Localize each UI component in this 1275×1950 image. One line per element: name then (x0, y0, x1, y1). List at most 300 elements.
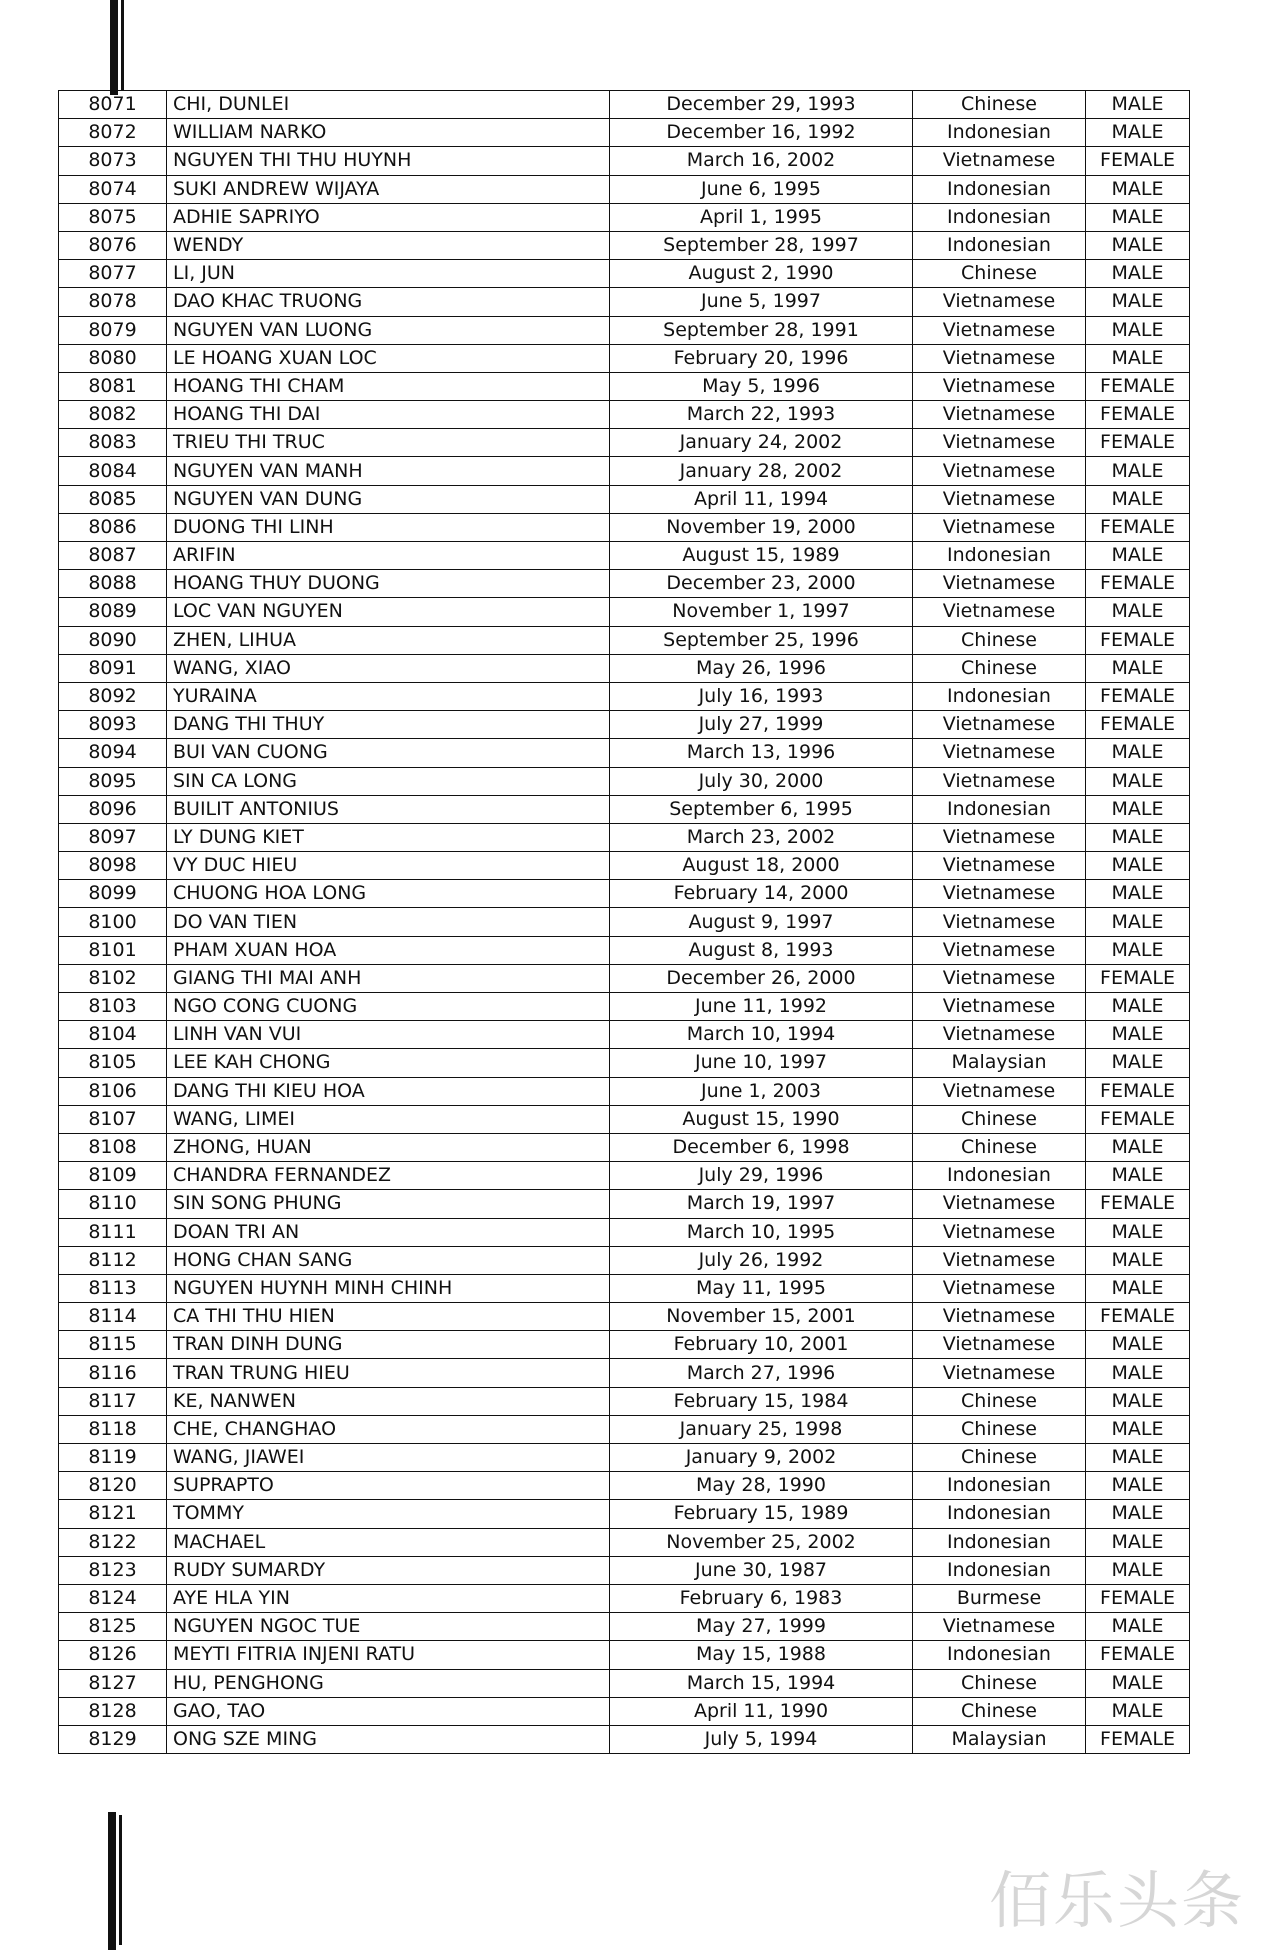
sex-cell: MALE (1086, 203, 1190, 231)
sex-cell: MALE (1086, 288, 1190, 316)
name-cell: DANG THI KIEU HOA (167, 1077, 610, 1105)
birth-date-cell: March 16, 2002 (610, 147, 913, 175)
nationality-cell: Vietnamese (913, 767, 1086, 795)
id-cell: 8098 (59, 852, 167, 880)
nationality-cell: Vietnamese (913, 401, 1086, 429)
nationality-cell: Chinese (913, 626, 1086, 654)
name-cell: DANG THI THUY (167, 711, 610, 739)
sex-cell: MALE (1086, 1415, 1190, 1443)
birth-date-cell: September 28, 1997 (610, 231, 913, 259)
table-row (59, 1077, 1190, 1105)
name-cell: CHUONG HOA LONG (167, 880, 610, 908)
sex-cell: MALE (1086, 1528, 1190, 1556)
table-row (59, 626, 1190, 654)
nationality-cell: Chinese (913, 1105, 1086, 1133)
nationality-cell: Indonesian (913, 119, 1086, 147)
binder-mark-bottom (108, 1812, 116, 1950)
sex-cell: FEMALE (1086, 626, 1190, 654)
table-row (59, 1246, 1190, 1274)
sex-cell: FEMALE (1086, 1105, 1190, 1133)
birth-date-cell: December 26, 2000 (610, 964, 913, 992)
nationality-cell: Indonesian (913, 682, 1086, 710)
sex-cell: FEMALE (1086, 1077, 1190, 1105)
nationality-cell: Vietnamese (913, 147, 1086, 175)
id-cell: 8102 (59, 964, 167, 992)
birth-date-cell: July 26, 1992 (610, 1246, 913, 1274)
birth-date-cell: July 5, 1994 (610, 1725, 913, 1753)
sex-cell: FEMALE (1086, 147, 1190, 175)
table-row (59, 1021, 1190, 1049)
id-cell: 8084 (59, 457, 167, 485)
birth-date-cell: May 11, 1995 (610, 1274, 913, 1302)
binder-mark-bottom-thin (119, 1815, 122, 1945)
name-cell: LI, JUN (167, 260, 610, 288)
birth-date-cell: August 2, 1990 (610, 260, 913, 288)
sex-cell: FEMALE (1086, 711, 1190, 739)
table-row (59, 1387, 1190, 1415)
birth-date-cell: June 11, 1992 (610, 993, 913, 1021)
table-row (59, 1556, 1190, 1584)
nationality-cell: Indonesian (913, 175, 1086, 203)
birth-date-cell: June 1, 2003 (610, 1077, 913, 1105)
name-cell: TRIEU THI TRUC (167, 429, 610, 457)
sex-cell: MALE (1086, 936, 1190, 964)
table-row (59, 795, 1190, 823)
birth-date-cell: September 28, 1991 (610, 316, 913, 344)
nationality-cell: Vietnamese (913, 993, 1086, 1021)
birth-date-cell: April 11, 1990 (610, 1697, 913, 1725)
id-cell: 8096 (59, 795, 167, 823)
table-row (59, 1641, 1190, 1669)
birth-date-cell: June 5, 1997 (610, 288, 913, 316)
sex-cell: MALE (1086, 1049, 1190, 1077)
table-row (59, 1133, 1190, 1161)
table-row (59, 654, 1190, 682)
table-row (59, 711, 1190, 739)
sex-cell: FEMALE (1086, 682, 1190, 710)
sex-cell: FEMALE (1086, 429, 1190, 457)
nationality-cell: Vietnamese (913, 344, 1086, 372)
id-cell: 8118 (59, 1415, 167, 1443)
id-cell: 8073 (59, 147, 167, 175)
sex-cell: FEMALE (1086, 401, 1190, 429)
id-cell: 8097 (59, 823, 167, 851)
birth-date-cell: May 28, 1990 (610, 1472, 913, 1500)
name-cell: LINH VAN VUI (167, 1021, 610, 1049)
sex-cell: MALE (1086, 457, 1190, 485)
name-cell: ZHONG, HUAN (167, 1133, 610, 1161)
name-cell: LOC VAN NGUYEN (167, 598, 610, 626)
id-cell: 8104 (59, 1021, 167, 1049)
name-cell: WANG, LIMEI (167, 1105, 610, 1133)
name-cell: TRAN TRUNG HIEU (167, 1359, 610, 1387)
nationality-cell: Vietnamese (913, 1218, 1086, 1246)
binder-mark-top (110, 0, 118, 95)
sex-cell: MALE (1086, 1021, 1190, 1049)
table-row (59, 993, 1190, 1021)
name-cell: HOANG THUY DUONG (167, 570, 610, 598)
id-cell: 8088 (59, 570, 167, 598)
sex-cell: MALE (1086, 1246, 1190, 1274)
table-row (59, 936, 1190, 964)
nationality-cell: Chinese (913, 1415, 1086, 1443)
id-cell: 8078 (59, 288, 167, 316)
sex-cell: MALE (1086, 344, 1190, 372)
table-row (59, 1613, 1190, 1641)
sex-cell: MALE (1086, 1613, 1190, 1641)
id-cell: 8105 (59, 1049, 167, 1077)
sex-cell: MALE (1086, 993, 1190, 1021)
sex-cell: MALE (1086, 542, 1190, 570)
birth-date-cell: February 20, 1996 (610, 344, 913, 372)
name-cell: SUPRAPTO (167, 1472, 610, 1500)
birth-date-cell: January 25, 1998 (610, 1415, 913, 1443)
table-row (59, 260, 1190, 288)
name-cell: YURAINA (167, 682, 610, 710)
nationality-cell: Chinese (913, 654, 1086, 682)
name-cell: HONG CHAN SANG (167, 1246, 610, 1274)
table-row (59, 1274, 1190, 1302)
name-cell: BUILIT ANTONIUS (167, 795, 610, 823)
table-row (59, 1584, 1190, 1612)
table-row (59, 1669, 1190, 1697)
name-cell: NGUYEN HUYNH MINH CHINH (167, 1274, 610, 1302)
nationality-cell: Vietnamese (913, 1359, 1086, 1387)
nationality-cell: Vietnamese (913, 1274, 1086, 1302)
birth-date-cell: November 19, 2000 (610, 513, 913, 541)
table-row (59, 1697, 1190, 1725)
nationality-cell: Vietnamese (913, 1613, 1086, 1641)
birth-date-cell: March 15, 1994 (610, 1669, 913, 1697)
name-cell: DO VAN TIEN (167, 908, 610, 936)
nationality-cell: Indonesian (913, 1500, 1086, 1528)
name-cell: TRAN DINH DUNG (167, 1331, 610, 1359)
birth-date-cell: February 15, 1984 (610, 1387, 913, 1415)
table-row (59, 1444, 1190, 1472)
id-cell: 8093 (59, 711, 167, 739)
id-cell: 8106 (59, 1077, 167, 1105)
id-cell: 8085 (59, 485, 167, 513)
name-cell: DOAN TRI AN (167, 1218, 610, 1246)
nationality-cell: Indonesian (913, 1556, 1086, 1584)
birth-date-cell: August 15, 1990 (610, 1105, 913, 1133)
id-cell: 8095 (59, 767, 167, 795)
birth-date-cell: March 10, 1995 (610, 1218, 913, 1246)
binder-mark-top-thin (121, 0, 124, 90)
name-cell: SIN SONG PHUNG (167, 1190, 610, 1218)
table-row (59, 175, 1190, 203)
sex-cell: MALE (1086, 880, 1190, 908)
nationality-cell: Malaysian (913, 1049, 1086, 1077)
nationality-cell: Chinese (913, 1387, 1086, 1415)
id-cell: 8109 (59, 1162, 167, 1190)
sex-cell: FEMALE (1086, 1725, 1190, 1753)
nationality-cell: Vietnamese (913, 908, 1086, 936)
id-cell: 8083 (59, 429, 167, 457)
nationality-cell: Vietnamese (913, 598, 1086, 626)
birth-date-cell: December 29, 1993 (610, 91, 913, 119)
student-roster-table (58, 90, 1190, 1754)
table-row (59, 570, 1190, 598)
name-cell: NGUYEN VAN LUONG (167, 316, 610, 344)
nationality-cell: Vietnamese (913, 485, 1086, 513)
name-cell: ZHEN, LIHUA (167, 626, 610, 654)
name-cell: LE HOANG XUAN LOC (167, 344, 610, 372)
sex-cell: MALE (1086, 598, 1190, 626)
table-row (59, 1415, 1190, 1443)
birth-date-cell: March 23, 2002 (610, 823, 913, 851)
id-cell: 8079 (59, 316, 167, 344)
name-cell: NGUYEN VAN DUNG (167, 485, 610, 513)
table-row (59, 372, 1190, 400)
id-cell: 8071 (59, 91, 167, 119)
birth-date-cell: February 6, 1983 (610, 1584, 913, 1612)
sex-cell: MALE (1086, 1556, 1190, 1584)
table-row (59, 457, 1190, 485)
id-cell: 8113 (59, 1274, 167, 1302)
birth-date-cell: April 1, 1995 (610, 203, 913, 231)
sex-cell: MALE (1086, 260, 1190, 288)
id-cell: 8082 (59, 401, 167, 429)
table-row (59, 1218, 1190, 1246)
id-cell: 8122 (59, 1528, 167, 1556)
sex-cell: FEMALE (1086, 1584, 1190, 1612)
table-row (59, 598, 1190, 626)
sex-cell: MALE (1086, 1359, 1190, 1387)
birth-date-cell: June 10, 1997 (610, 1049, 913, 1077)
sex-cell: MALE (1086, 1331, 1190, 1359)
sex-cell: MALE (1086, 823, 1190, 851)
sex-cell: MALE (1086, 908, 1190, 936)
nationality-cell: Vietnamese (913, 1303, 1086, 1331)
sex-cell: FEMALE (1086, 1641, 1190, 1669)
table-row (59, 288, 1190, 316)
nationality-cell: Indonesian (913, 231, 1086, 259)
id-cell: 8126 (59, 1641, 167, 1669)
id-cell: 8086 (59, 513, 167, 541)
table-row (59, 542, 1190, 570)
nationality-cell: Vietnamese (913, 372, 1086, 400)
name-cell: ADHIE SAPRIYO (167, 203, 610, 231)
birth-date-cell: November 25, 2002 (610, 1528, 913, 1556)
table-row (59, 231, 1190, 259)
nationality-cell: Vietnamese (913, 711, 1086, 739)
sex-cell: MALE (1086, 1500, 1190, 1528)
birth-date-cell: December 6, 1998 (610, 1133, 913, 1161)
nationality-cell: Vietnamese (913, 429, 1086, 457)
id-cell: 8110 (59, 1190, 167, 1218)
birth-date-cell: November 1, 1997 (610, 598, 913, 626)
nationality-cell: Vietnamese (913, 1190, 1086, 1218)
student-roster-table-container (58, 90, 1190, 1754)
name-cell: CHANDRA FERNANDEZ (167, 1162, 610, 1190)
name-cell: TOMMY (167, 1500, 610, 1528)
id-cell: 8092 (59, 682, 167, 710)
birth-date-cell: January 24, 2002 (610, 429, 913, 457)
name-cell: AYE HLA YIN (167, 1584, 610, 1612)
id-cell: 8112 (59, 1246, 167, 1274)
sex-cell: MALE (1086, 852, 1190, 880)
birth-date-cell: June 6, 1995 (610, 175, 913, 203)
table-row (59, 1190, 1190, 1218)
nationality-cell: Chinese (913, 91, 1086, 119)
nationality-cell: Vietnamese (913, 852, 1086, 880)
nationality-cell: Chinese (913, 1669, 1086, 1697)
sex-cell: MALE (1086, 1218, 1190, 1246)
table-row (59, 316, 1190, 344)
watermark-logo: 佰乐头条 (988, 1864, 1245, 1937)
sex-cell: MALE (1086, 316, 1190, 344)
table-row (59, 429, 1190, 457)
table-row (59, 119, 1190, 147)
nationality-cell: Indonesian (913, 1528, 1086, 1556)
birth-date-cell: March 19, 1997 (610, 1190, 913, 1218)
birth-date-cell: March 22, 1993 (610, 401, 913, 429)
table-row (59, 1303, 1190, 1331)
birth-date-cell: May 27, 1999 (610, 1613, 913, 1641)
nationality-cell: Vietnamese (913, 457, 1086, 485)
birth-date-cell: May 5, 1996 (610, 372, 913, 400)
nationality-cell: Chinese (913, 1133, 1086, 1161)
table-row (59, 1331, 1190, 1359)
nationality-cell: Vietnamese (913, 513, 1086, 541)
nationality-cell: Vietnamese (913, 288, 1086, 316)
name-cell: DUONG THI LINH (167, 513, 610, 541)
id-cell: 8100 (59, 908, 167, 936)
id-cell: 8107 (59, 1105, 167, 1133)
birth-date-cell: August 9, 1997 (610, 908, 913, 936)
sex-cell: MALE (1086, 91, 1190, 119)
name-cell: WILLIAM NARKO (167, 119, 610, 147)
name-cell: CHE, CHANGHAO (167, 1415, 610, 1443)
id-cell: 8103 (59, 993, 167, 1021)
id-cell: 8128 (59, 1697, 167, 1725)
nationality-cell: Chinese (913, 1697, 1086, 1725)
nationality-cell: Vietnamese (913, 316, 1086, 344)
table-row (59, 513, 1190, 541)
birth-date-cell: July 29, 1996 (610, 1162, 913, 1190)
sex-cell: MALE (1086, 1274, 1190, 1302)
table-row (59, 147, 1190, 175)
sex-cell: FEMALE (1086, 964, 1190, 992)
id-cell: 8115 (59, 1331, 167, 1359)
birth-date-cell: February 10, 2001 (610, 1331, 913, 1359)
nationality-cell: Vietnamese (913, 1331, 1086, 1359)
name-cell: LY DUNG KIET (167, 823, 610, 851)
id-cell: 8074 (59, 175, 167, 203)
birth-date-cell: February 14, 2000 (610, 880, 913, 908)
table-row (59, 1725, 1190, 1753)
sex-cell: MALE (1086, 175, 1190, 203)
table-row (59, 1105, 1190, 1133)
id-cell: 8127 (59, 1669, 167, 1697)
name-cell: MACHAEL (167, 1528, 610, 1556)
birth-date-cell: May 15, 1988 (610, 1641, 913, 1669)
nationality-cell: Chinese (913, 1444, 1086, 1472)
birth-date-cell: September 6, 1995 (610, 795, 913, 823)
nationality-cell: Vietnamese (913, 570, 1086, 598)
id-cell: 8080 (59, 344, 167, 372)
nationality-cell: Vietnamese (913, 823, 1086, 851)
nationality-cell: Malaysian (913, 1725, 1086, 1753)
birth-date-cell: February 15, 1989 (610, 1500, 913, 1528)
name-cell: RUDY SUMARDY (167, 1556, 610, 1584)
nationality-cell: Vietnamese (913, 936, 1086, 964)
id-cell: 8124 (59, 1584, 167, 1612)
id-cell: 8119 (59, 1444, 167, 1472)
birth-date-cell: June 30, 1987 (610, 1556, 913, 1584)
name-cell: PHAM XUAN HOA (167, 936, 610, 964)
table-row (59, 880, 1190, 908)
name-cell: NGUYEN VAN MANH (167, 457, 610, 485)
birth-date-cell: March 27, 1996 (610, 1359, 913, 1387)
name-cell: MEYTI FITRIA INJENI RATU (167, 1641, 610, 1669)
name-cell: CHI, DUNLEI (167, 91, 610, 119)
birth-date-cell: March 10, 1994 (610, 1021, 913, 1049)
sex-cell: FEMALE (1086, 1190, 1190, 1218)
table-row (59, 485, 1190, 513)
id-cell: 8120 (59, 1472, 167, 1500)
table-row (59, 1472, 1190, 1500)
sex-cell: MALE (1086, 1472, 1190, 1500)
sex-cell: FEMALE (1086, 1303, 1190, 1331)
table-row (59, 823, 1190, 851)
name-cell: NGUYEN THI THU HUYNH (167, 147, 610, 175)
birth-date-cell: August 15, 1989 (610, 542, 913, 570)
id-cell: 8094 (59, 739, 167, 767)
id-cell: 8117 (59, 1387, 167, 1415)
nationality-cell: Vietnamese (913, 1077, 1086, 1105)
name-cell: BUI VAN CUONG (167, 739, 610, 767)
nationality-cell: Burmese (913, 1584, 1086, 1612)
id-cell: 8076 (59, 231, 167, 259)
id-cell: 8121 (59, 1500, 167, 1528)
table-row (59, 964, 1190, 992)
sex-cell: MALE (1086, 1697, 1190, 1725)
table-row (59, 401, 1190, 429)
name-cell: HU, PENGHONG (167, 1669, 610, 1697)
sex-cell: MALE (1086, 485, 1190, 513)
nationality-cell: Indonesian (913, 1472, 1086, 1500)
birth-date-cell: July 16, 1993 (610, 682, 913, 710)
sex-cell: FEMALE (1086, 513, 1190, 541)
table-body (59, 91, 1190, 1754)
name-cell: GAO, TAO (167, 1697, 610, 1725)
name-cell: NGO CONG CUONG (167, 993, 610, 1021)
nationality-cell: Indonesian (913, 542, 1086, 570)
nationality-cell: Vietnamese (913, 1021, 1086, 1049)
table-row (59, 908, 1190, 936)
id-cell: 8116 (59, 1359, 167, 1387)
name-cell: KE, NANWEN (167, 1387, 610, 1415)
sex-cell: MALE (1086, 767, 1190, 795)
nationality-cell: Indonesian (913, 1162, 1086, 1190)
table-row (59, 682, 1190, 710)
name-cell: DAO KHAC TRUONG (167, 288, 610, 316)
sex-cell: MALE (1086, 654, 1190, 682)
table-row (59, 739, 1190, 767)
nationality-cell: Vietnamese (913, 1246, 1086, 1274)
id-cell: 8091 (59, 654, 167, 682)
sex-cell: MALE (1086, 739, 1190, 767)
sex-cell: FEMALE (1086, 372, 1190, 400)
sex-cell: MALE (1086, 1669, 1190, 1697)
name-cell: HOANG THI DAI (167, 401, 610, 429)
sex-cell: FEMALE (1086, 570, 1190, 598)
name-cell: SUKI ANDREW WIJAYA (167, 175, 610, 203)
birth-date-cell: March 13, 1996 (610, 739, 913, 767)
birth-date-cell: December 23, 2000 (610, 570, 913, 598)
